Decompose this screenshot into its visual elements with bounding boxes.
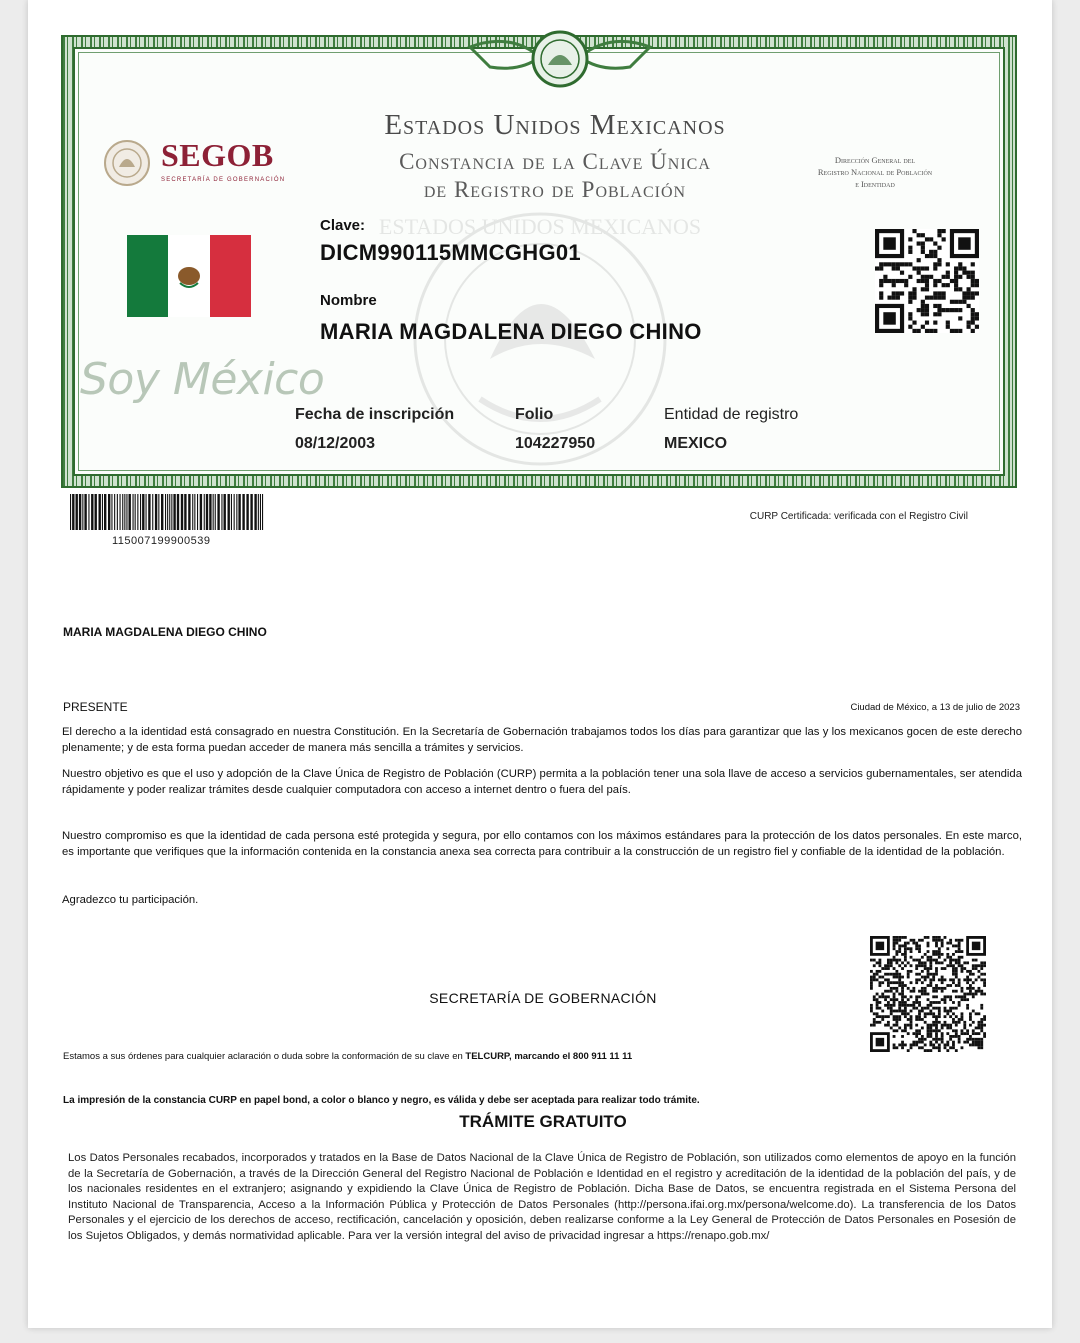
issuer-block: [765, 154, 985, 190]
watermark-text: ESTADOS UNIDOS MEXICANOS: [378, 214, 702, 239]
contact-telcurp: TELCURP, marcando el 800 911 11 11: [465, 1051, 633, 1062]
clave-label: Clave:: [320, 217, 366, 234]
addressee-name: MARIA MAGDALENA DIEGO CHINO: [63, 625, 267, 639]
flag-white-stripe: [168, 235, 210, 317]
fecha-inscripcion-label: Fecha de inscripción: [295, 406, 455, 423]
qr-code-icon: [875, 229, 979, 333]
barcode-number: 115007199900539: [112, 535, 211, 547]
contact-prefix: Estamos a sus órdenes para cualquier aclaración o duda sobre la conformación de su clave en: [63, 1051, 466, 1062]
clave-value: DICM990115MMCGHG01: [320, 240, 581, 265]
document-page: [28, 0, 1052, 1328]
folio-label: Folio: [515, 406, 554, 423]
place-date: Ciudad de México, a 13 de julio de 2023: [850, 702, 1020, 713]
free-procedure-notice: TRÁMITE GRATUITO: [459, 1112, 627, 1131]
flag-red-stripe: [210, 235, 251, 317]
curp-certificate-card: [61, 35, 1017, 488]
folio-value: 104227950: [515, 435, 596, 452]
certificate-subtitle-line2: de Registro de Población: [423, 177, 687, 202]
letter-closing: Agradezco tu participación.: [62, 894, 199, 906]
letter-paragraph-3: Nuestro compromiso es que la identidad de cada persona esté protegida y segura, por ello contamos con los máximos estándares para la protección de los datos personales. En este marco, es importante que verifiques que la información contenida en la constancia anexa sea correcta para contribuir a la construcción de un registro fiel y confiable de la identidad de la población.: [62, 830, 1022, 858]
issuer-line1: Dirección General del: [834, 155, 916, 165]
entidad-registro-label: Entidad de registro: [664, 406, 799, 423]
segob-wordmark: SEGOB: [161, 137, 274, 173]
signature-block: SECRETARÍA DE GOBERNACIÓN: [429, 990, 657, 1006]
issuer-line2: Registro Nacional de Población: [817, 167, 933, 177]
privacy-notice: Los Datos Personales recabados, incorporados y tratados en la Base de Datos Nacional de la Clave Única de Registro de Población, son utilizados como elementos de apoyo en la función de la Secretaría de Gobernación, a través de la Dirección General del Registro Nacional de Población e Identidad en el registro y acreditación de la identidad de la población del país, y de los nacionales residentes en el extranjero; asignando y expidiendo la Clave Única de Registro de Población. Dicha Base de Datos, se encuentra registrada en el Sistema Persona del Instituto Nacional de Transparencia, Acceso a la Información Pública y Protección de Datos Personales (http://persona.ifai.org.mx/persona/welcome.do). La transferencia de los Datos Personales y el ejercicio de los derechos de acceso, rectificación, cancelación y oposición, deben realizarse conforme a la Ley General de Protección de Datos Personales en Posesión de los Sujetos Obligados, y demás normatividad aplicable. Para ver la versión integral del aviso de privacidad ingresar a https://renapo.gob.mx/: [68, 1152, 1016, 1242]
letter-paragraph-1: El derecho a la identidad está consagrado en nuestra Constitución. En la Secretaría de Gobernación trabajamos todos los días para garantizar que las y los mexicanos gocen de este derecho plenamente; y de esta forma puedan acceder de manera más sencilla a trámites y servicios.: [62, 726, 1022, 754]
flag-coat-of-arms-icon: [168, 235, 210, 317]
flag-green-stripe: [127, 235, 168, 317]
entidad-registro-value: MEXICO: [664, 435, 728, 452]
certificate-inner-panel: [73, 47, 1005, 476]
contact-line: [63, 1051, 843, 1062]
mexican-flag-icon: [127, 235, 251, 317]
certificate-title: Estados Unidos Mexicanos: [384, 109, 726, 141]
salutation: PRESENTE: [63, 700, 128, 714]
fecha-inscripcion-value: 08/12/2003: [295, 435, 376, 452]
certificate-subtitle-line1: Constancia de la Clave Única: [399, 149, 711, 174]
segob-seal-icon: [103, 139, 151, 187]
certificada-note: CURP Certificada: verificada con el Registro Civil: [749, 511, 968, 522]
segob-subtitle: SECRETARÍA DE GOBERNACIÓN: [161, 177, 286, 183]
print-validity-notice: La impresión de la constancia CURP en papel bond, a color o blanco y negro, es válida y debe ser aceptada para realizar todo trámite.: [63, 1095, 700, 1106]
nombre-label: Nombre: [320, 292, 377, 309]
national-crest-icon: [460, 27, 660, 87]
qr-code-large-icon: [870, 936, 986, 1052]
letter-paragraph-2: Nuestro objetivo es que el uso y adopción de la Clave Única de Registro de Población (CURP) permita a la población tener una sola llave de acceso a servicios gubernamentales, ser atendida rápidamente y poder realizar trámites desde cualquier computadora con acceso a internet dentro o fuera del país.: [62, 768, 1022, 796]
slogan: Soy México: [80, 354, 325, 405]
nombre-value: MARIA MAGDALENA DIEGO CHINO: [320, 319, 702, 344]
barcode-icon: [68, 494, 268, 530]
issuer-line3: e Identidad: [855, 179, 895, 189]
